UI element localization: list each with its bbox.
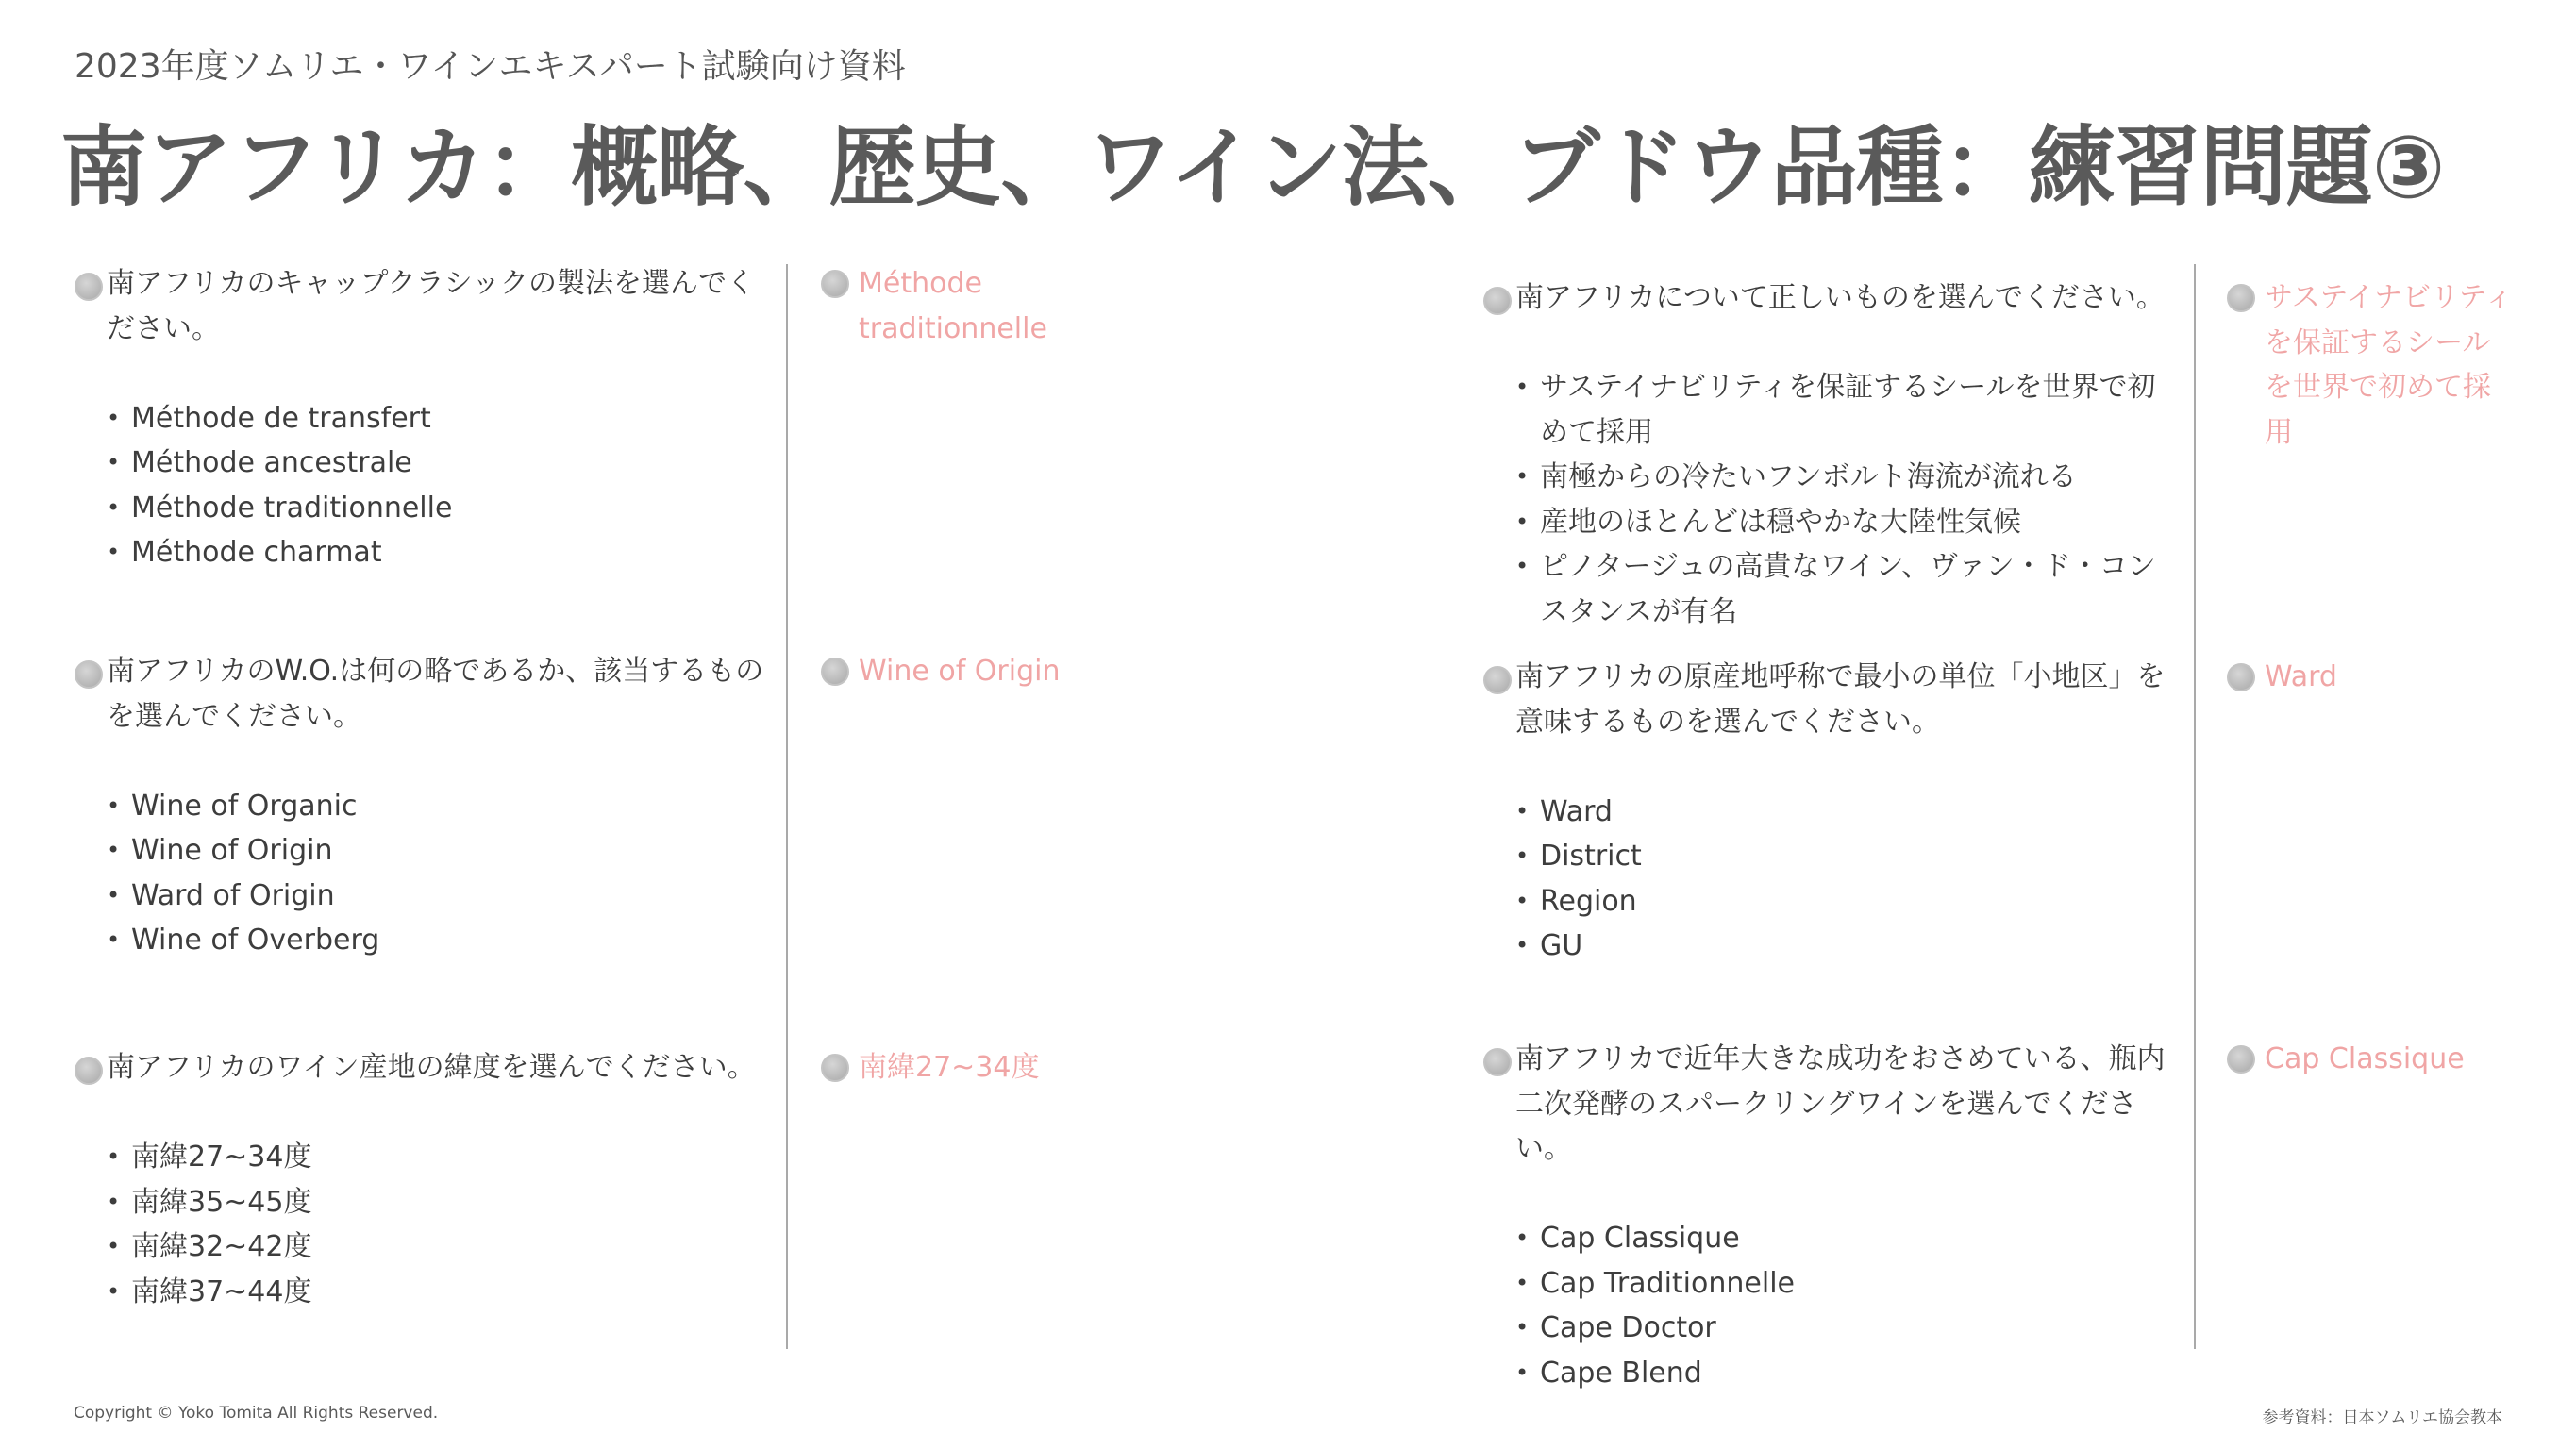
answer-6: [2227, 1037, 2515, 1082]
question-bullet-icon: [75, 660, 103, 689]
answer-4: [2227, 275, 2515, 455]
answer-2: [821, 649, 1198, 694]
question-block-5: [1483, 655, 2182, 969]
question-text: [75, 649, 773, 739]
column-divider-right: [2194, 264, 2196, 1349]
option-item: • Méthode ancestrale: [107, 441, 773, 486]
answer-label: Wine of Origin: [859, 655, 1061, 688]
option-item: • Cap Classique: [1515, 1216, 2182, 1261]
answer-1: [821, 261, 1085, 351]
answer-3: [821, 1045, 1198, 1091]
option-item: • 南緯35~45度: [107, 1180, 773, 1225]
option-list: [1483, 365, 2182, 634]
option-item: • GU: [1515, 924, 2182, 969]
option-item: • Ward: [1515, 790, 2182, 835]
option-item: • Wine of Overberg: [107, 918, 773, 963]
answer-label: 南緯27~34度: [859, 1051, 1040, 1084]
option-item: • District: [1515, 834, 2182, 879]
option-item: • 南緯32~42度: [107, 1224, 773, 1270]
option-item: • Cape Doctor: [1515, 1306, 2182, 1351]
answer-bullet-icon: [821, 270, 849, 298]
question-label: 南アフリカについて正しいものを選んでください。: [1515, 281, 2165, 314]
question-block-4: [1483, 275, 2182, 634]
page-subtitle: 2023年度ソムリエ・ワインエキスパート試験向け資料: [75, 47, 906, 86]
question-label: 南アフリカのワイン産地の緯度を選んでください。: [107, 1051, 756, 1084]
option-list: [75, 396, 773, 575]
option-item: • 産地のほとんどは穏やかな大陸性気候: [1515, 500, 2182, 545]
question-bullet-icon: [1483, 1048, 1512, 1076]
option-item: • Cap Traditionnelle: [1515, 1261, 2182, 1307]
question-text: [75, 1045, 773, 1091]
reference-note: 参考資料：日本ソムリエ協会教本: [2262, 1408, 2502, 1427]
option-item: • Méthode traditionnelle: [107, 486, 773, 531]
answer-label: Ward: [2265, 660, 2337, 693]
question-bullet-icon: [75, 1057, 103, 1085]
question-text: [75, 261, 773, 351]
answer-label: Méthode traditionnelle: [859, 267, 1047, 345]
page-title: 南アフリカ：概略、歴史、ワイン法、ブドウ品種：練習問題③: [60, 117, 2445, 218]
column-divider-left: [786, 264, 788, 1349]
question-block-6: [1483, 1037, 2182, 1395]
option-item: • 南極からの冷たいフンボルト海流が流れる: [1515, 455, 2182, 500]
option-item: • サステイナビリティを保証するシールを世界で初めて採用: [1515, 365, 2182, 455]
option-item: • Méthode de transfert: [107, 396, 773, 441]
question-text: [1483, 1037, 2182, 1172]
option-item: • 南緯27~34度: [107, 1135, 773, 1180]
option-item: • Cape Blend: [1515, 1351, 2182, 1396]
option-item: • Ward of Origin: [107, 874, 773, 919]
answer-bullet-icon: [2227, 663, 2255, 691]
option-item: • ピノタージュの高貴なワイン、ヴァン・ド・コンスタンスが有名: [1515, 544, 2182, 634]
option-list: [75, 1135, 773, 1314]
option-list: [1483, 1216, 2182, 1395]
option-item: • Wine of Organic: [107, 784, 773, 829]
option-item: • Méthode charmat: [107, 530, 773, 575]
question-bullet-icon: [1483, 666, 1512, 694]
answer-bullet-icon: [2227, 284, 2255, 312]
question-bullet-icon: [1483, 287, 1512, 315]
question-text: [1483, 275, 2182, 321]
question-bullet-icon: [75, 273, 103, 301]
option-item: • Wine of Origin: [107, 828, 773, 874]
question-block-3: [75, 1045, 773, 1314]
answer-bullet-icon: [821, 658, 849, 686]
question-block-2: [75, 649, 773, 963]
answer-label: Cap Classique: [2265, 1042, 2465, 1075]
question-label: 南アフリカのキャップクラシックの製法を選んでください。: [107, 267, 755, 345]
question-block-1: [75, 261, 773, 575]
answer-bullet-icon: [2227, 1045, 2255, 1074]
question-label: 南アフリカの原産地呼称で最小の単位「小地区」を意味するものを選んでください。: [1515, 660, 2166, 739]
copyright-notice: Copyright © Yoko Tomita All Rights Reserved.: [74, 1404, 439, 1423]
question-text: [1483, 655, 2182, 744]
answer-label: サステイナビリティを保証するシールを世界で初めて採用: [2265, 281, 2514, 449]
option-item: • 南緯37~44度: [107, 1270, 773, 1315]
answer-5: [2227, 655, 2515, 700]
option-list: [1483, 790, 2182, 969]
option-item: • Region: [1515, 879, 2182, 924]
question-label: 南アフリカのW.O.は何の略であるか、該当するものを選んでください。: [107, 655, 764, 733]
question-label: 南アフリカで近年大きな成功をおさめている、瓶内二次発酵のスパークリングワインを選んでください。: [1515, 1042, 2166, 1165]
option-list: [75, 784, 773, 963]
answer-bullet-icon: [821, 1054, 849, 1082]
